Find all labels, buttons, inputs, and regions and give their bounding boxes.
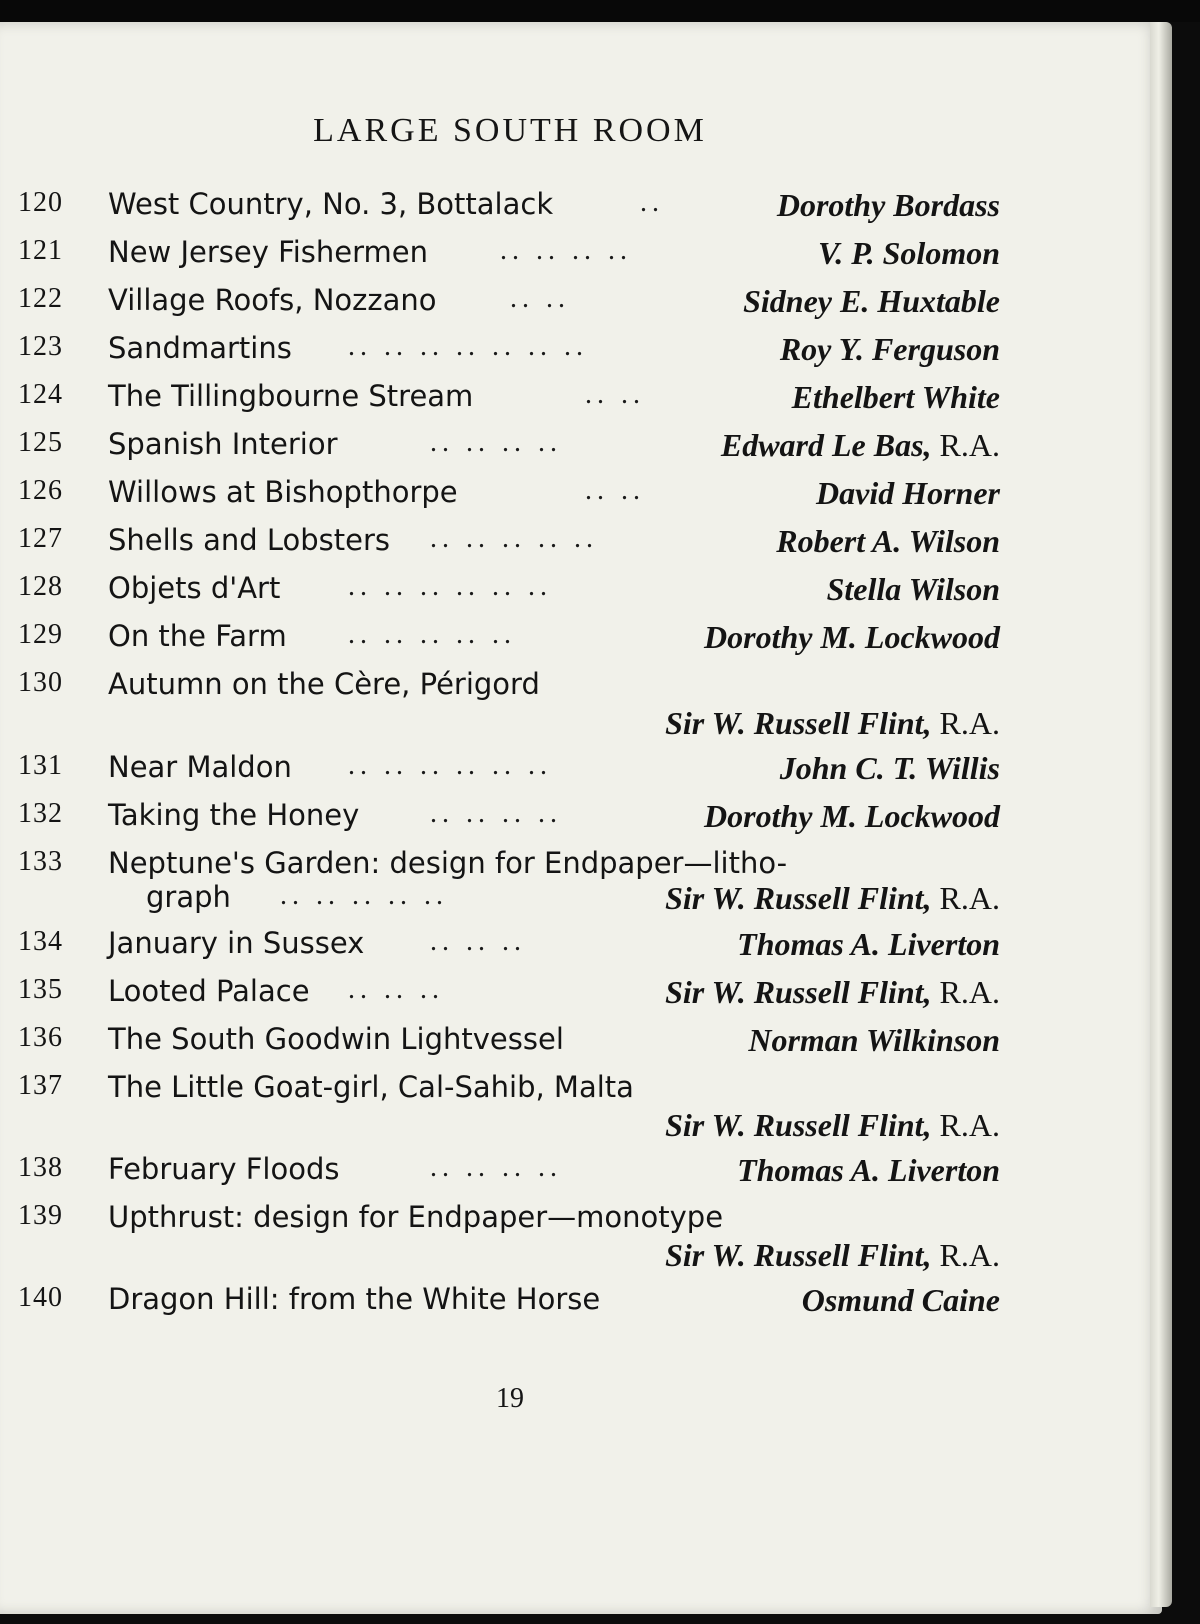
work-title: New Jersey Fishermen bbox=[108, 235, 428, 269]
artist-name: Ethelbert White bbox=[791, 379, 1000, 415]
catalogue-entry bbox=[0, 1070, 1000, 1110]
academy-suffix: R.A. bbox=[939, 880, 1000, 916]
dot-leader: .. .. .. .. .. bbox=[430, 523, 598, 554]
dot-leader: .. .. .. .. bbox=[430, 1152, 562, 1183]
work-title: Willows at Bishopthorpe bbox=[108, 475, 458, 509]
work-title: Village Roofs, Nozzano bbox=[108, 283, 437, 317]
academy-suffix: R.A. bbox=[939, 1237, 1000, 1273]
catalogue-entry bbox=[0, 475, 1000, 515]
artist-text: Sir W. Russell Flint, bbox=[665, 705, 932, 741]
work-title: Taking the Honey bbox=[108, 798, 360, 832]
catalogue-entry bbox=[0, 283, 1000, 323]
entry-number: 128 bbox=[18, 571, 63, 602]
artist-name: Stella Wilson bbox=[826, 571, 1000, 607]
entry-number: 125 bbox=[18, 427, 63, 458]
page-title: LARGE SOUTH ROOM bbox=[313, 112, 707, 149]
catalogue-entry bbox=[0, 523, 1000, 563]
artist-name: Sidney E. Huxtable bbox=[743, 283, 1000, 319]
artist-name bbox=[665, 1237, 1000, 1274]
entry-number: 124 bbox=[18, 379, 63, 410]
artist-name: Dorothy M. Lockwood bbox=[704, 619, 1000, 655]
work-title: Looted Palace bbox=[108, 974, 310, 1008]
entry-number: 140 bbox=[18, 1282, 63, 1313]
catalogue-entry-continuation bbox=[0, 880, 1000, 920]
catalogue-entry bbox=[0, 974, 1000, 1014]
academy-suffix: R.A. bbox=[939, 974, 1000, 1010]
catalogue-entry bbox=[0, 331, 1000, 371]
work-title: On the Farm bbox=[108, 619, 287, 653]
artist-name: Osmund Caine bbox=[801, 1282, 1000, 1318]
catalogue-entry bbox=[0, 798, 1000, 838]
work-title: Autumn on the Cère, Périgord bbox=[108, 667, 540, 701]
dot-leader: .. .. .. .. bbox=[430, 427, 562, 458]
dot-leader: .. .. .. .. bbox=[430, 798, 562, 829]
catalogue-entry bbox=[0, 379, 1000, 419]
catalogue-entry bbox=[0, 667, 1000, 707]
work-title: Dragon Hill: from the White Horse bbox=[108, 1282, 601, 1316]
work-title: The Tillingbourne Stream bbox=[108, 379, 474, 413]
academy-suffix: R.A. bbox=[939, 1107, 1000, 1143]
entry-number: 122 bbox=[18, 283, 63, 314]
page-number: 19 bbox=[496, 1383, 524, 1414]
entry-number: 130 bbox=[18, 667, 63, 698]
entry-number: 136 bbox=[18, 1022, 63, 1053]
catalogue-entry bbox=[0, 571, 1000, 611]
work-title: The Little Goat-girl, Cal-Sahib, Malta bbox=[108, 1070, 634, 1104]
entry-number: 126 bbox=[18, 475, 63, 506]
entry-number: 120 bbox=[18, 187, 63, 218]
artist-name: Robert A. Wilson bbox=[776, 523, 1000, 559]
entry-number: 123 bbox=[18, 331, 63, 362]
artist-name: David Horner bbox=[816, 475, 1000, 511]
artist-text: Sir W. Russell Flint, bbox=[665, 974, 932, 1010]
artist-name: Roy Y. Ferguson bbox=[779, 331, 1000, 367]
scan-border bbox=[0, 0, 1200, 22]
artist-name bbox=[665, 705, 1000, 742]
artist-name bbox=[665, 1107, 1000, 1144]
work-title: Shells and Lobsters bbox=[108, 523, 390, 557]
catalogue-entry-continuation bbox=[0, 705, 1000, 745]
entry-number: 138 bbox=[18, 1152, 63, 1183]
dot-leader: .. .. .. .. .. .. bbox=[348, 571, 552, 602]
work-title: The South Goodwin Lightvessel bbox=[108, 1022, 564, 1056]
dot-leader: .. .. bbox=[585, 475, 645, 506]
entry-number: 137 bbox=[18, 1070, 63, 1101]
artist-name: John C. T. Willis bbox=[779, 750, 1000, 786]
entry-number: 132 bbox=[18, 798, 63, 829]
artist-name bbox=[721, 427, 1000, 464]
catalogue-entry-continuation bbox=[0, 1237, 1000, 1277]
artist-name: V. P. Solomon bbox=[817, 235, 1000, 271]
dot-leader: .. .. .. .. .. bbox=[348, 619, 516, 650]
catalogue-entry bbox=[0, 187, 1000, 227]
academy-suffix: R.A. bbox=[939, 427, 1000, 463]
work-title: February Floods bbox=[108, 1152, 340, 1186]
dot-leader: .. .. .. .. bbox=[500, 235, 632, 266]
artist-text: Edward Le Bas, bbox=[720, 427, 932, 463]
dot-leader: .. .. .. .. .. .. bbox=[348, 750, 552, 781]
catalogue-entry bbox=[0, 926, 1000, 966]
work-title: Neptune's Garden: design for Endpaper—litho- bbox=[108, 846, 788, 880]
artist-name bbox=[665, 974, 1000, 1011]
dot-leader: .. .. .. bbox=[430, 926, 526, 957]
dot-leader: .. .. bbox=[585, 379, 645, 410]
entry-number: 131 bbox=[18, 750, 63, 781]
artist-text: Sir W. Russell Flint, bbox=[665, 1237, 932, 1273]
catalogue-entry bbox=[0, 1282, 1000, 1322]
work-title: January in Sussex bbox=[108, 926, 365, 960]
page-edge bbox=[1150, 22, 1172, 1607]
catalogue-entry bbox=[0, 235, 1000, 275]
artist-text: Sir W. Russell Flint, bbox=[665, 1107, 932, 1143]
dot-leader: .. .. .. .. .. bbox=[280, 880, 448, 911]
artist-name: Thomas A. Liverton bbox=[737, 1152, 1000, 1188]
artist-name bbox=[665, 880, 1000, 917]
work-title: Upthrust: design for Endpaper—monotype bbox=[108, 1200, 724, 1234]
dot-leader: .. .. .. bbox=[348, 974, 444, 1005]
artist-text: Sir W. Russell Flint, bbox=[665, 880, 932, 916]
artist-name: Thomas A. Liverton bbox=[737, 926, 1000, 962]
catalogue-entry-continuation bbox=[0, 1107, 1000, 1147]
catalogue-entry bbox=[0, 1022, 1000, 1062]
work-title: Near Maldon bbox=[108, 750, 292, 784]
entry-number: 133 bbox=[18, 846, 63, 877]
academy-suffix: R.A. bbox=[939, 705, 1000, 741]
entry-number: 127 bbox=[18, 523, 63, 554]
entry-number: 139 bbox=[18, 1200, 63, 1231]
dot-leader: .. .. .. .. .. .. .. bbox=[348, 331, 588, 362]
dot-leader: .. bbox=[640, 187, 664, 218]
artist-name: Dorothy M. Lockwood bbox=[704, 798, 1000, 834]
entry-number: 135 bbox=[18, 974, 63, 1005]
catalogue-entry bbox=[0, 427, 1000, 467]
catalogue-entry bbox=[0, 1152, 1000, 1192]
entry-number: 121 bbox=[18, 235, 63, 266]
entry-number: 134 bbox=[18, 926, 63, 957]
work-title: Spanish Interior bbox=[108, 427, 338, 461]
entry-number: 129 bbox=[18, 619, 63, 650]
dot-leader: .. .. bbox=[510, 283, 570, 314]
catalogue-entry bbox=[0, 619, 1000, 659]
artist-name: Norman Wilkinson bbox=[748, 1022, 1000, 1058]
catalogue-entry bbox=[0, 1200, 1000, 1240]
work-title-continued: graph bbox=[146, 880, 231, 914]
catalogue-entry bbox=[0, 750, 1000, 790]
artist-name: Dorothy Bordass bbox=[776, 187, 1000, 223]
work-title: West Country, No. 3, Bottalack bbox=[108, 187, 554, 221]
work-title: Objets d'Art bbox=[108, 571, 281, 605]
work-title: Sandmartins bbox=[108, 331, 292, 365]
